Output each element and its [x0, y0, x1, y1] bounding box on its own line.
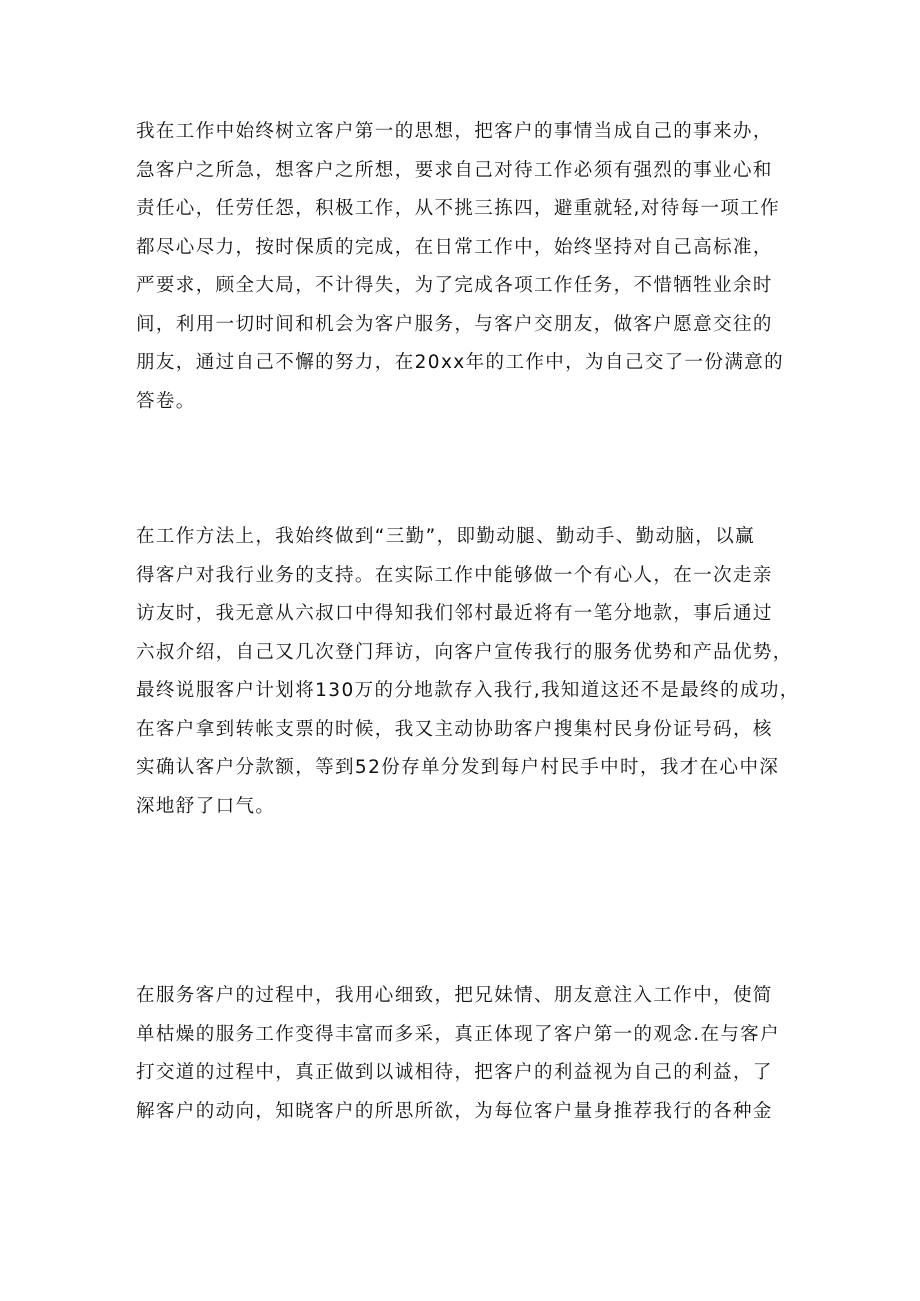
text-line: 间，利用一切时间和机会为客户服务，与客户交朋友，做客户愿意交往的 — [136, 313, 773, 335]
text-line: 在客户拿到转帐支票的时候，我又主动协助客户搜集村民身份证号码，核 — [136, 718, 773, 740]
text-line: 严要求，顾全大局，不计得失，为了完成各项工作任务，不惜牺牲业余时 — [136, 275, 773, 296]
text-line: 最终说服客户计划将130万的分地款存入我行,我知道这还不是最终的成功， — [136, 680, 800, 701]
text-line: 解客户的动向，知晓客户的所思所欲，为每位客户量身推荐我行的各种金 — [136, 1100, 773, 1122]
text-line: 打交道的过程中，真正做到以诚相待，把客户的利益视为自己的利益，了 — [136, 1062, 773, 1083]
text-line: 答卷。 — [136, 390, 196, 412]
text-line: 深地舒了口气。 — [136, 795, 276, 817]
text-line: 实确认客户分款额，等到52份存单分发到每户村民手中时，我才在心中深 — [136, 757, 780, 778]
text-line: 六叔介绍，自己又几次登门拜访，向客户宣传我行的服务优势和产品优势， — [136, 641, 793, 663]
paragraph-1 — [136, 113, 796, 421]
text-line: 访友时，我无意从六叔口中得知我们邻村最近将有一笔分地款，事后通过 — [136, 603, 773, 624]
text-line: 我在工作中始终树立客户第一的思想，把客户的事情当成自己的事来办， — [136, 121, 773, 142]
text-line: 都尽心尽力，按时保质的完成，在日常工作中，始终坚持对自己高标准， — [136, 236, 773, 258]
text-line: 得客户对我行业务的支持。在实际工作中能够做一个有心人，在一次走亲 — [136, 564, 773, 586]
text-line: 急客户之所急，想客户之所想，要求自己对待工作必须有强烈的事业心和 — [136, 159, 773, 181]
text-line: 在服务客户的过程中，我用心细致，把兄妹情、朋友意注入工作中，使简 — [136, 985, 773, 1006]
paragraph-3 — [136, 977, 796, 1131]
text-line: 单枯燥的服务工作变得丰富而多采，真正体现了客户第一的观念.在与客户 — [136, 1023, 781, 1045]
text-line: 在工作方法上，我始终做到“三勤”，即勤动腿、勤动手、勤动脑，以赢 — [136, 526, 755, 547]
paragraph-2 — [136, 518, 800, 826]
text-line: 朋友，通过自己不懈的努力，在20xx年的工作中，为自己交了一份满意的 — [136, 352, 785, 373]
text-line: 责任心，任劳任怨，积极工作，从不挑三拣四，避重就轻,对待每一项工作 — [136, 198, 781, 219]
